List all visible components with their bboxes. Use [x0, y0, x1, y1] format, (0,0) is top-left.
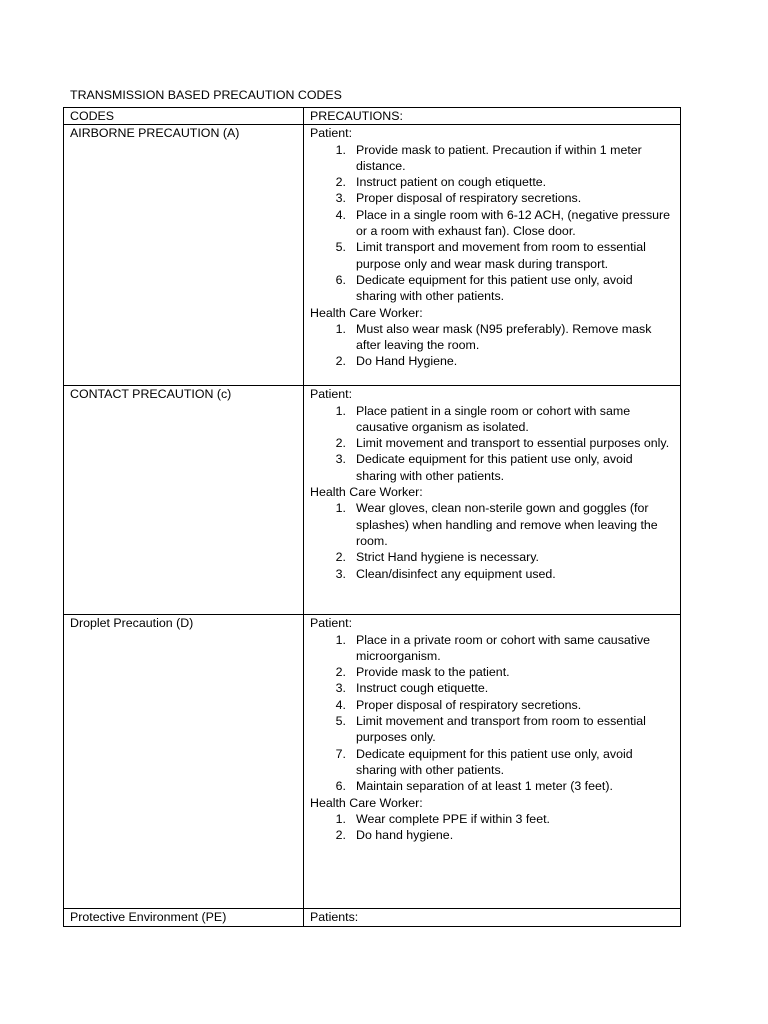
item-text: Limit movement and transport to essential purposes only.: [356, 436, 670, 451]
item-number: 1.: [335, 403, 346, 418]
list-item: [310, 664, 676, 680]
item-number: 2.: [335, 665, 346, 680]
item-number: 1.: [335, 142, 346, 157]
item-text: Dedicate equipment for this patient use only, avoid sharing with other patients.: [356, 746, 633, 777]
precaution-list: [310, 142, 676, 305]
precaution-code: Droplet Precaution (D): [64, 615, 304, 909]
precaution-details: [304, 615, 681, 909]
group-label: Health Care Worker:: [310, 485, 423, 500]
item-number: 5.: [335, 714, 346, 729]
item-number: 5.: [335, 240, 346, 255]
item-text: Proper disposal of respiratory secretions.: [356, 697, 582, 712]
precaution-code: AIRBORNE PRECAUTION (A): [64, 125, 304, 386]
item-text: Dedicate equipment for this patient use only, avoid sharing with other patients.: [356, 272, 633, 304]
list-item: [310, 778, 676, 794]
precaution-details: [304, 386, 681, 615]
item-text: Place in a single room with 6-12 ACH, (negative pressure or a room with exhaust fan). Close door.: [356, 207, 671, 239]
list-item: [310, 811, 676, 827]
precaution-codes-table: [63, 107, 681, 927]
item-text: Maintain separation of at least 1 meter (3 feet).: [356, 779, 613, 794]
document-title: TRANSMISSION BASED PRECAUTION CODES: [70, 88, 342, 102]
item-text: Clean/disinfect any equipment used.: [356, 566, 556, 581]
precaution-row-airborne: [64, 125, 681, 386]
group-label: Health Care Worker:: [310, 795, 423, 810]
item-number: 1.: [335, 321, 346, 336]
list-item: [310, 353, 676, 369]
list-item: [310, 566, 676, 582]
item-number: 2.: [335, 550, 346, 565]
precaution-details: [304, 909, 681, 926]
precaution-list: [310, 632, 676, 795]
item-number: 6.: [335, 272, 346, 287]
item-text: Wear complete PPE if within 3 feet.: [356, 811, 550, 826]
item-number: 2.: [335, 828, 346, 843]
item-number: 1.: [335, 811, 346, 826]
item-number: 1.: [335, 632, 346, 647]
list-item: [310, 403, 676, 436]
group-label: Patient:: [310, 616, 353, 631]
list-item: [310, 713, 676, 746]
precaution-list: [310, 321, 676, 370]
list-item: [310, 321, 676, 354]
item-text: Place patient in a single room or cohort with same causative organism as isolated.: [356, 403, 631, 434]
item-text: Limit movement and transport from room to essential purposes only.: [356, 714, 646, 745]
precaution-row-protective-environment: [64, 909, 681, 926]
item-number: 3.: [335, 191, 346, 206]
item-number: 2.: [335, 354, 346, 369]
list-item: [310, 680, 676, 696]
item-number: 6.: [335, 779, 346, 794]
list-item: [310, 632, 676, 665]
list-item: [310, 746, 676, 779]
item-text: Do Hand Hygiene.: [356, 354, 458, 369]
list-item: [310, 142, 676, 175]
item-text: Dedicate equipment for this patient use only, avoid sharing with other patients.: [356, 452, 633, 483]
item-text: Proper disposal of respiratory secretions.: [356, 191, 582, 206]
item-text: Provide mask to the patient.: [356, 665, 510, 680]
precaution-list: [310, 500, 676, 581]
item-number: 4.: [335, 697, 346, 712]
group-label: Patient:: [310, 126, 353, 141]
list-item: [310, 190, 676, 206]
group-label: Patient:: [310, 387, 353, 402]
item-number: 1.: [335, 501, 346, 516]
item-number: 7.: [335, 746, 346, 761]
precaution-code: CONTACT PRECAUTION (c): [64, 386, 304, 615]
item-number: 2.: [335, 175, 346, 190]
list-item: [310, 549, 676, 565]
precaution-row-contact: [64, 386, 681, 615]
item-number: 3.: [335, 681, 346, 696]
item-number: 3.: [335, 566, 346, 581]
list-item: [310, 272, 676, 305]
item-text: Provide mask to patient. Precaution if within 1 meter distance.: [356, 142, 642, 173]
list-item: [310, 207, 676, 240]
item-text: Place in a private room or cohort with same causative microorganism.: [356, 632, 651, 663]
item-number: 4.: [335, 207, 346, 222]
item-text: Instruct patient on cough etiquette.: [356, 175, 547, 190]
header-precautions: PRECAUTIONS:: [304, 108, 681, 125]
item-text: Limit transport and movement from room to essential purpose only and wear mask during transport.: [356, 240, 646, 271]
item-text: Wear gloves, clean non-sterile gown and goggles (for splashes) when handling and remove when leaving the room.: [356, 501, 658, 548]
precaution-list: [310, 811, 676, 844]
precaution-list: [310, 403, 676, 484]
list-item: [310, 239, 676, 272]
group-label: Health Care Worker:: [310, 305, 423, 320]
list-item: [310, 827, 676, 843]
precaution-row-droplet: [64, 615, 681, 909]
list-item: [310, 174, 676, 190]
item-text: Instruct cough etiquette.: [356, 681, 489, 696]
item-text: Strict Hand hygiene is necessary.: [356, 550, 539, 565]
table-header-row: [64, 108, 681, 125]
item-number: 3.: [335, 452, 346, 467]
list-item: [310, 435, 676, 451]
header-codes: CODES: [64, 108, 304, 125]
group-label: Patients:: [310, 910, 359, 925]
precaution-details: [304, 125, 681, 386]
item-text: Do hand hygiene.: [356, 828, 454, 843]
precaution-code: Protective Environment (PE): [64, 909, 304, 926]
list-item: [310, 500, 676, 549]
item-number: 2.: [335, 436, 346, 451]
list-item: [310, 451, 676, 484]
list-item: [310, 697, 676, 713]
item-text: Must also wear mask (N95 preferably). Remove mask after leaving the room.: [356, 321, 652, 353]
